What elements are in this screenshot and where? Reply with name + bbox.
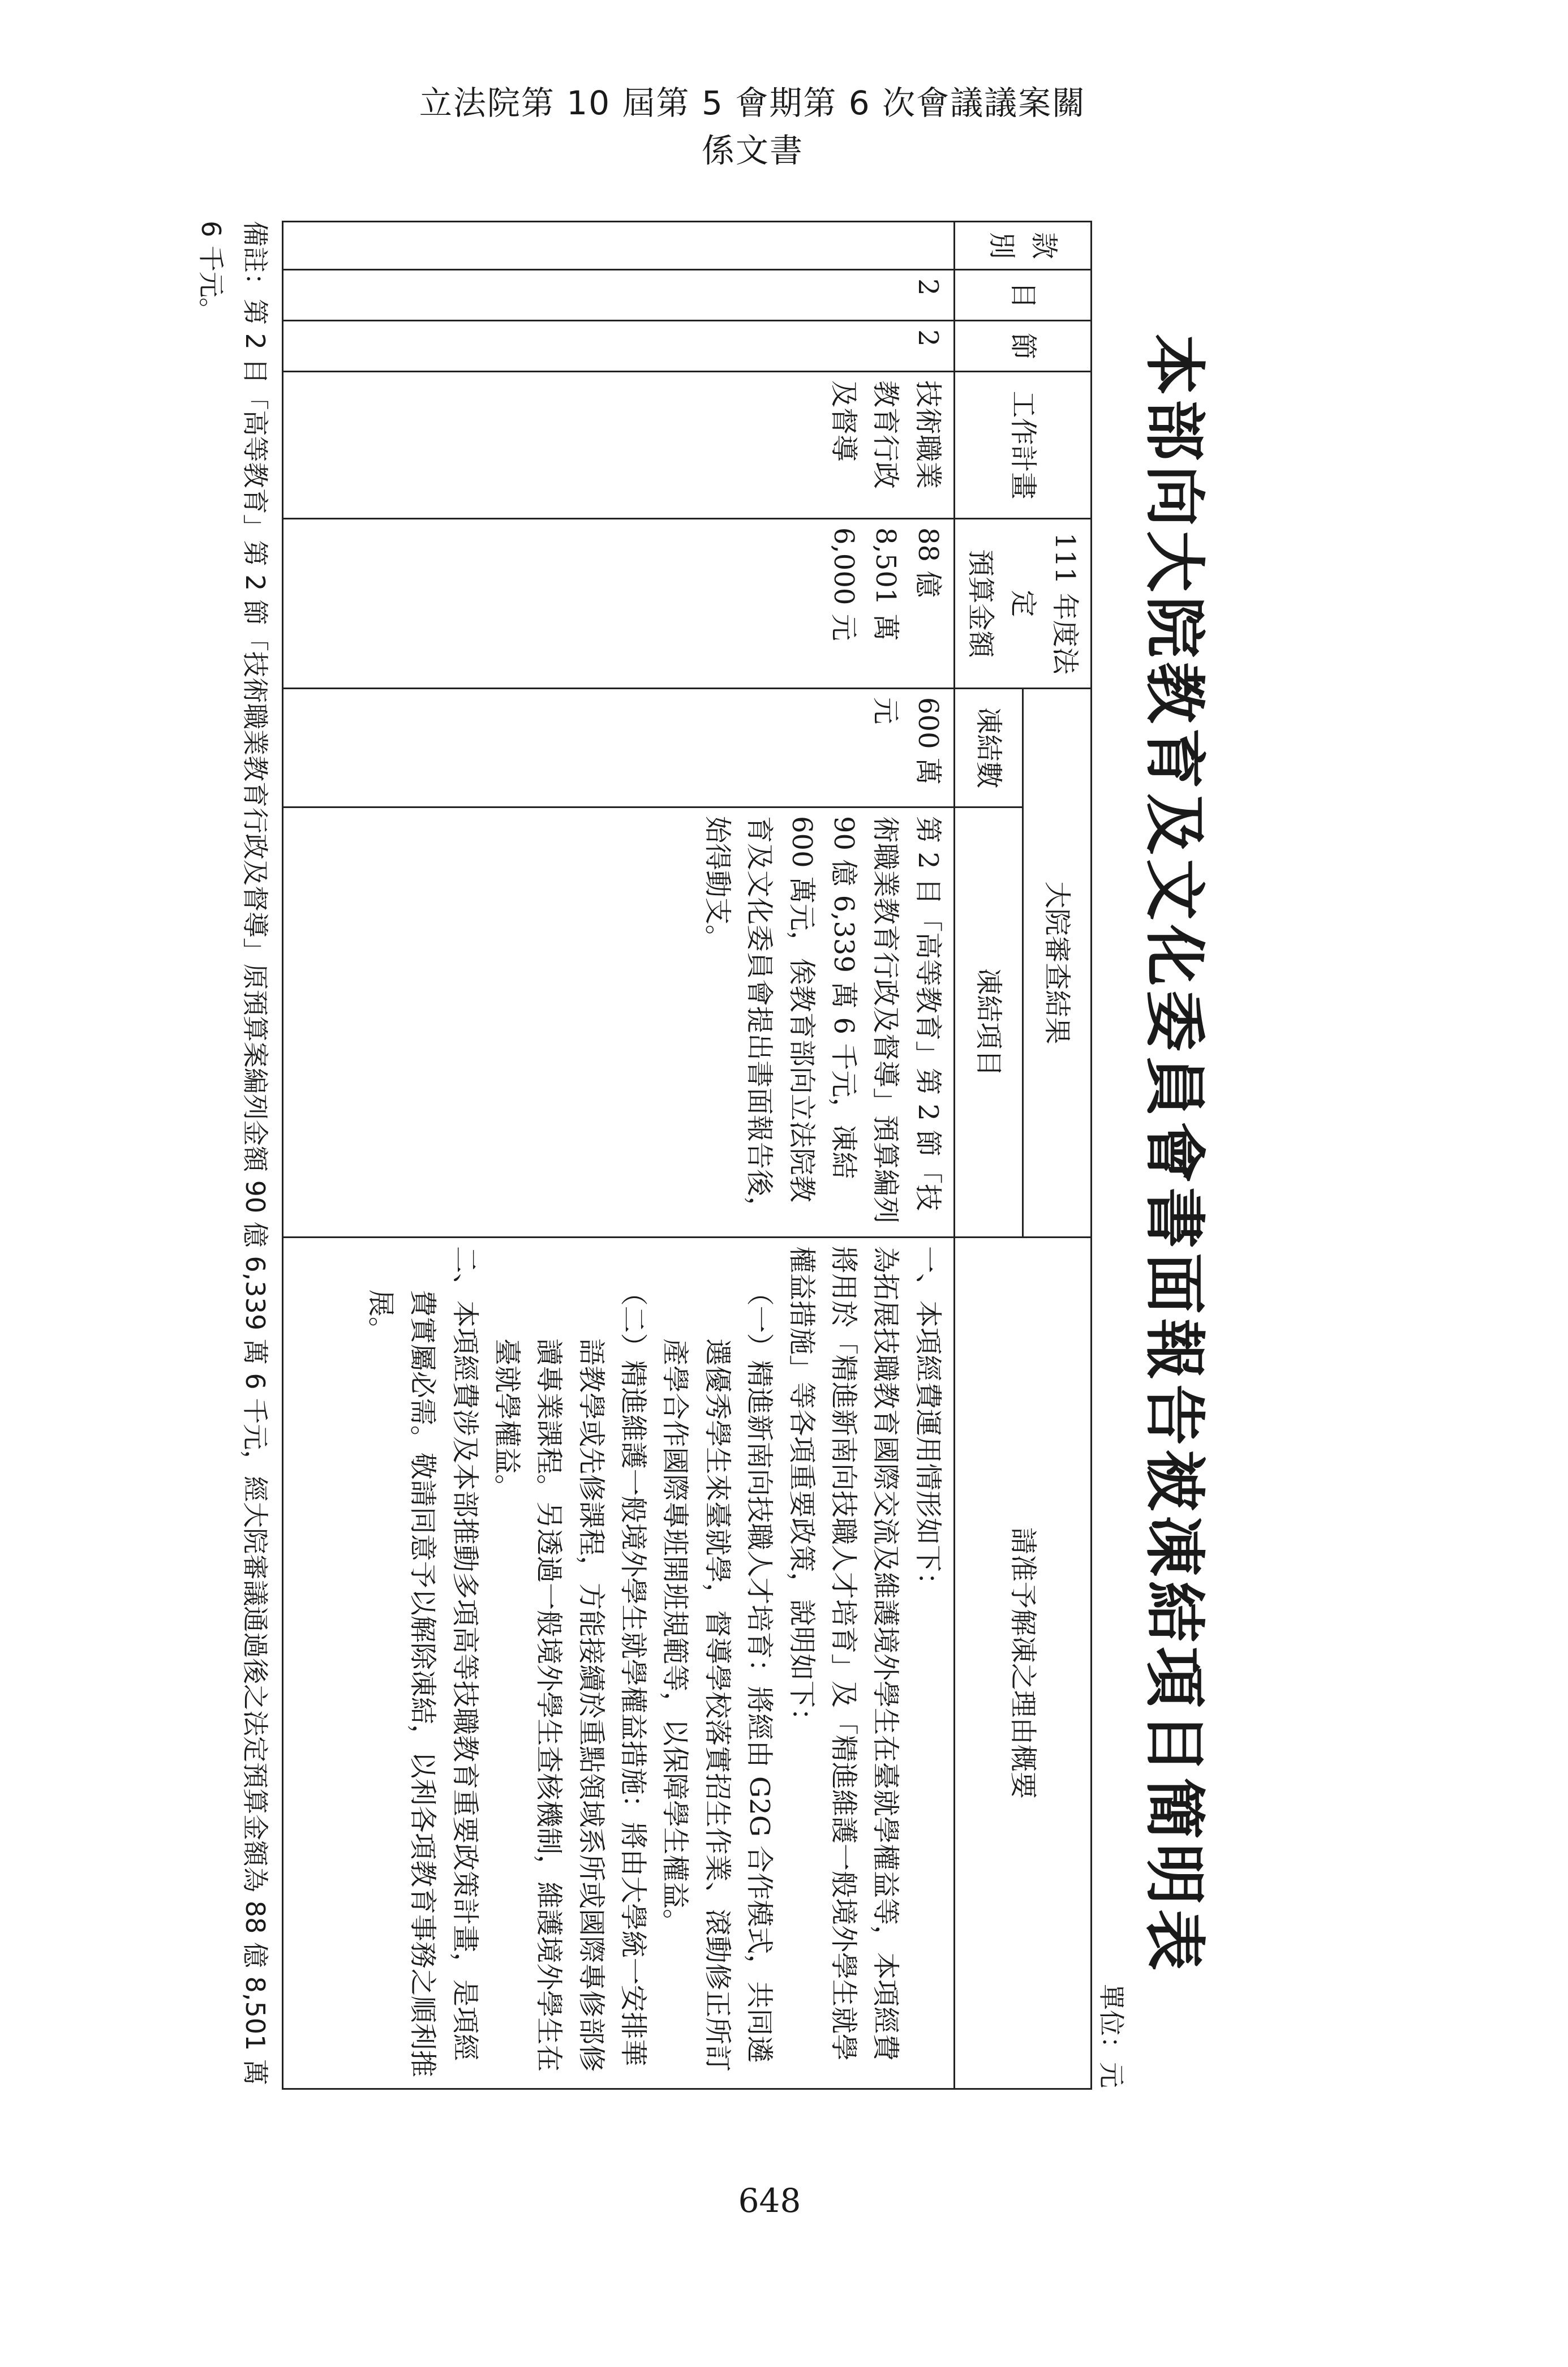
reason-paragraph: （二）精進維護一般境外學生就學權益措施：將由大學統一安排華語教學或先修課程，方能接續於重點領域系所或國際專修部修讀專業課程。另透過一般境外學生查核機制，維護境外學生在臺就學權益。 — [491, 1278, 650, 2072]
rotated-content — [40, 221, 1217, 2088]
frozen-items-table — [282, 221, 1092, 2090]
cell-item: 2 — [282, 270, 954, 321]
reason-paragraph: （一）精進新南向技職人才培育：將經由 G2G 合作模式，共同遴選優秀學生來臺就學，督導學校落實招生作業、滾動修正所訂產學合作國際專班開班規範等，以保障學生權益。 — [659, 1278, 776, 2072]
header-frozen-item: 凍結項目 — [954, 807, 1023, 1238]
cell-frozen-amount: 600 萬元 — [282, 689, 954, 807]
header-category: 款別 — [954, 222, 1091, 270]
header-item: 目 — [954, 270, 1091, 321]
cell-section: 2 — [282, 321, 954, 372]
reason-paragraph: 二、本項經費涉及本部推動多項高等技職教育重要政策計畫，是項經費實屬必需。敬請同意予以解除凍結，以利各項教育事務之順利推展。 — [364, 1246, 481, 2077]
header-review-result: 大院審查結果 — [1023, 689, 1091, 1238]
header-section: 節 — [954, 321, 1091, 372]
unit-label: 單位：元 — [1096, 1984, 1127, 2088]
header-budget — [954, 519, 1091, 689]
cell-category — [282, 222, 954, 270]
table-row — [282, 222, 954, 2089]
cell-budget-amount: 88 億 8,501 萬 6,000 元 — [282, 519, 954, 689]
cell-frozen-item: 第 2 目「高等教育」第 2 節「技術職業教育行政及督導」預算編列 90 億 6,339 萬 6 千元，凍結 600 萬元，俟教育部向立法院教育及文化委員會提出書面報告後，始得動支。 — [282, 807, 954, 1238]
header-frozen-amount: 凍結數 — [954, 689, 1023, 807]
page-number: 648 — [738, 2181, 801, 2220]
reason-paragraph: 為拓展技職教育國際交流及維護境外學生在臺就學權益等，本項經費將用於「精進新南向技職人才培育」及「精進維護一般境外學生就學權益措施」等各項重要政策，說明如下： — [785, 1246, 902, 2061]
cell-work-plan: 技術職業教育行政及督導 — [282, 372, 954, 519]
header-work-plan: 工作計畫 — [954, 372, 1091, 519]
cell-reason — [282, 1238, 954, 2089]
remark-note: 備註：第 2 目「高等教育」第 2 節「技術職業教育行政及督導」原預算案編列金額 90 億 6,339 萬 6 千元，經大院審議通過後之法定預算金額為 88 億 8,501 萬 6 千元。 — [195, 221, 270, 2085]
running-header: 立法院第 10 屆第 5 會期第 6 次會議議案關係文書 — [419, 84, 1086, 170]
header-budget-amount: 預算金額 — [965, 549, 997, 658]
reason-paragraph: 一、本項經費運用情形如下： — [912, 1246, 944, 1600]
document-title: 本部向大院教育及文化委員會書面報告被凍結項目簡明表 — [1139, 333, 1210, 1975]
header-budget-group: 111 年度法定 — [1007, 532, 1081, 675]
header-reason: 請准予解凍之理由概要 — [954, 1238, 1091, 2089]
